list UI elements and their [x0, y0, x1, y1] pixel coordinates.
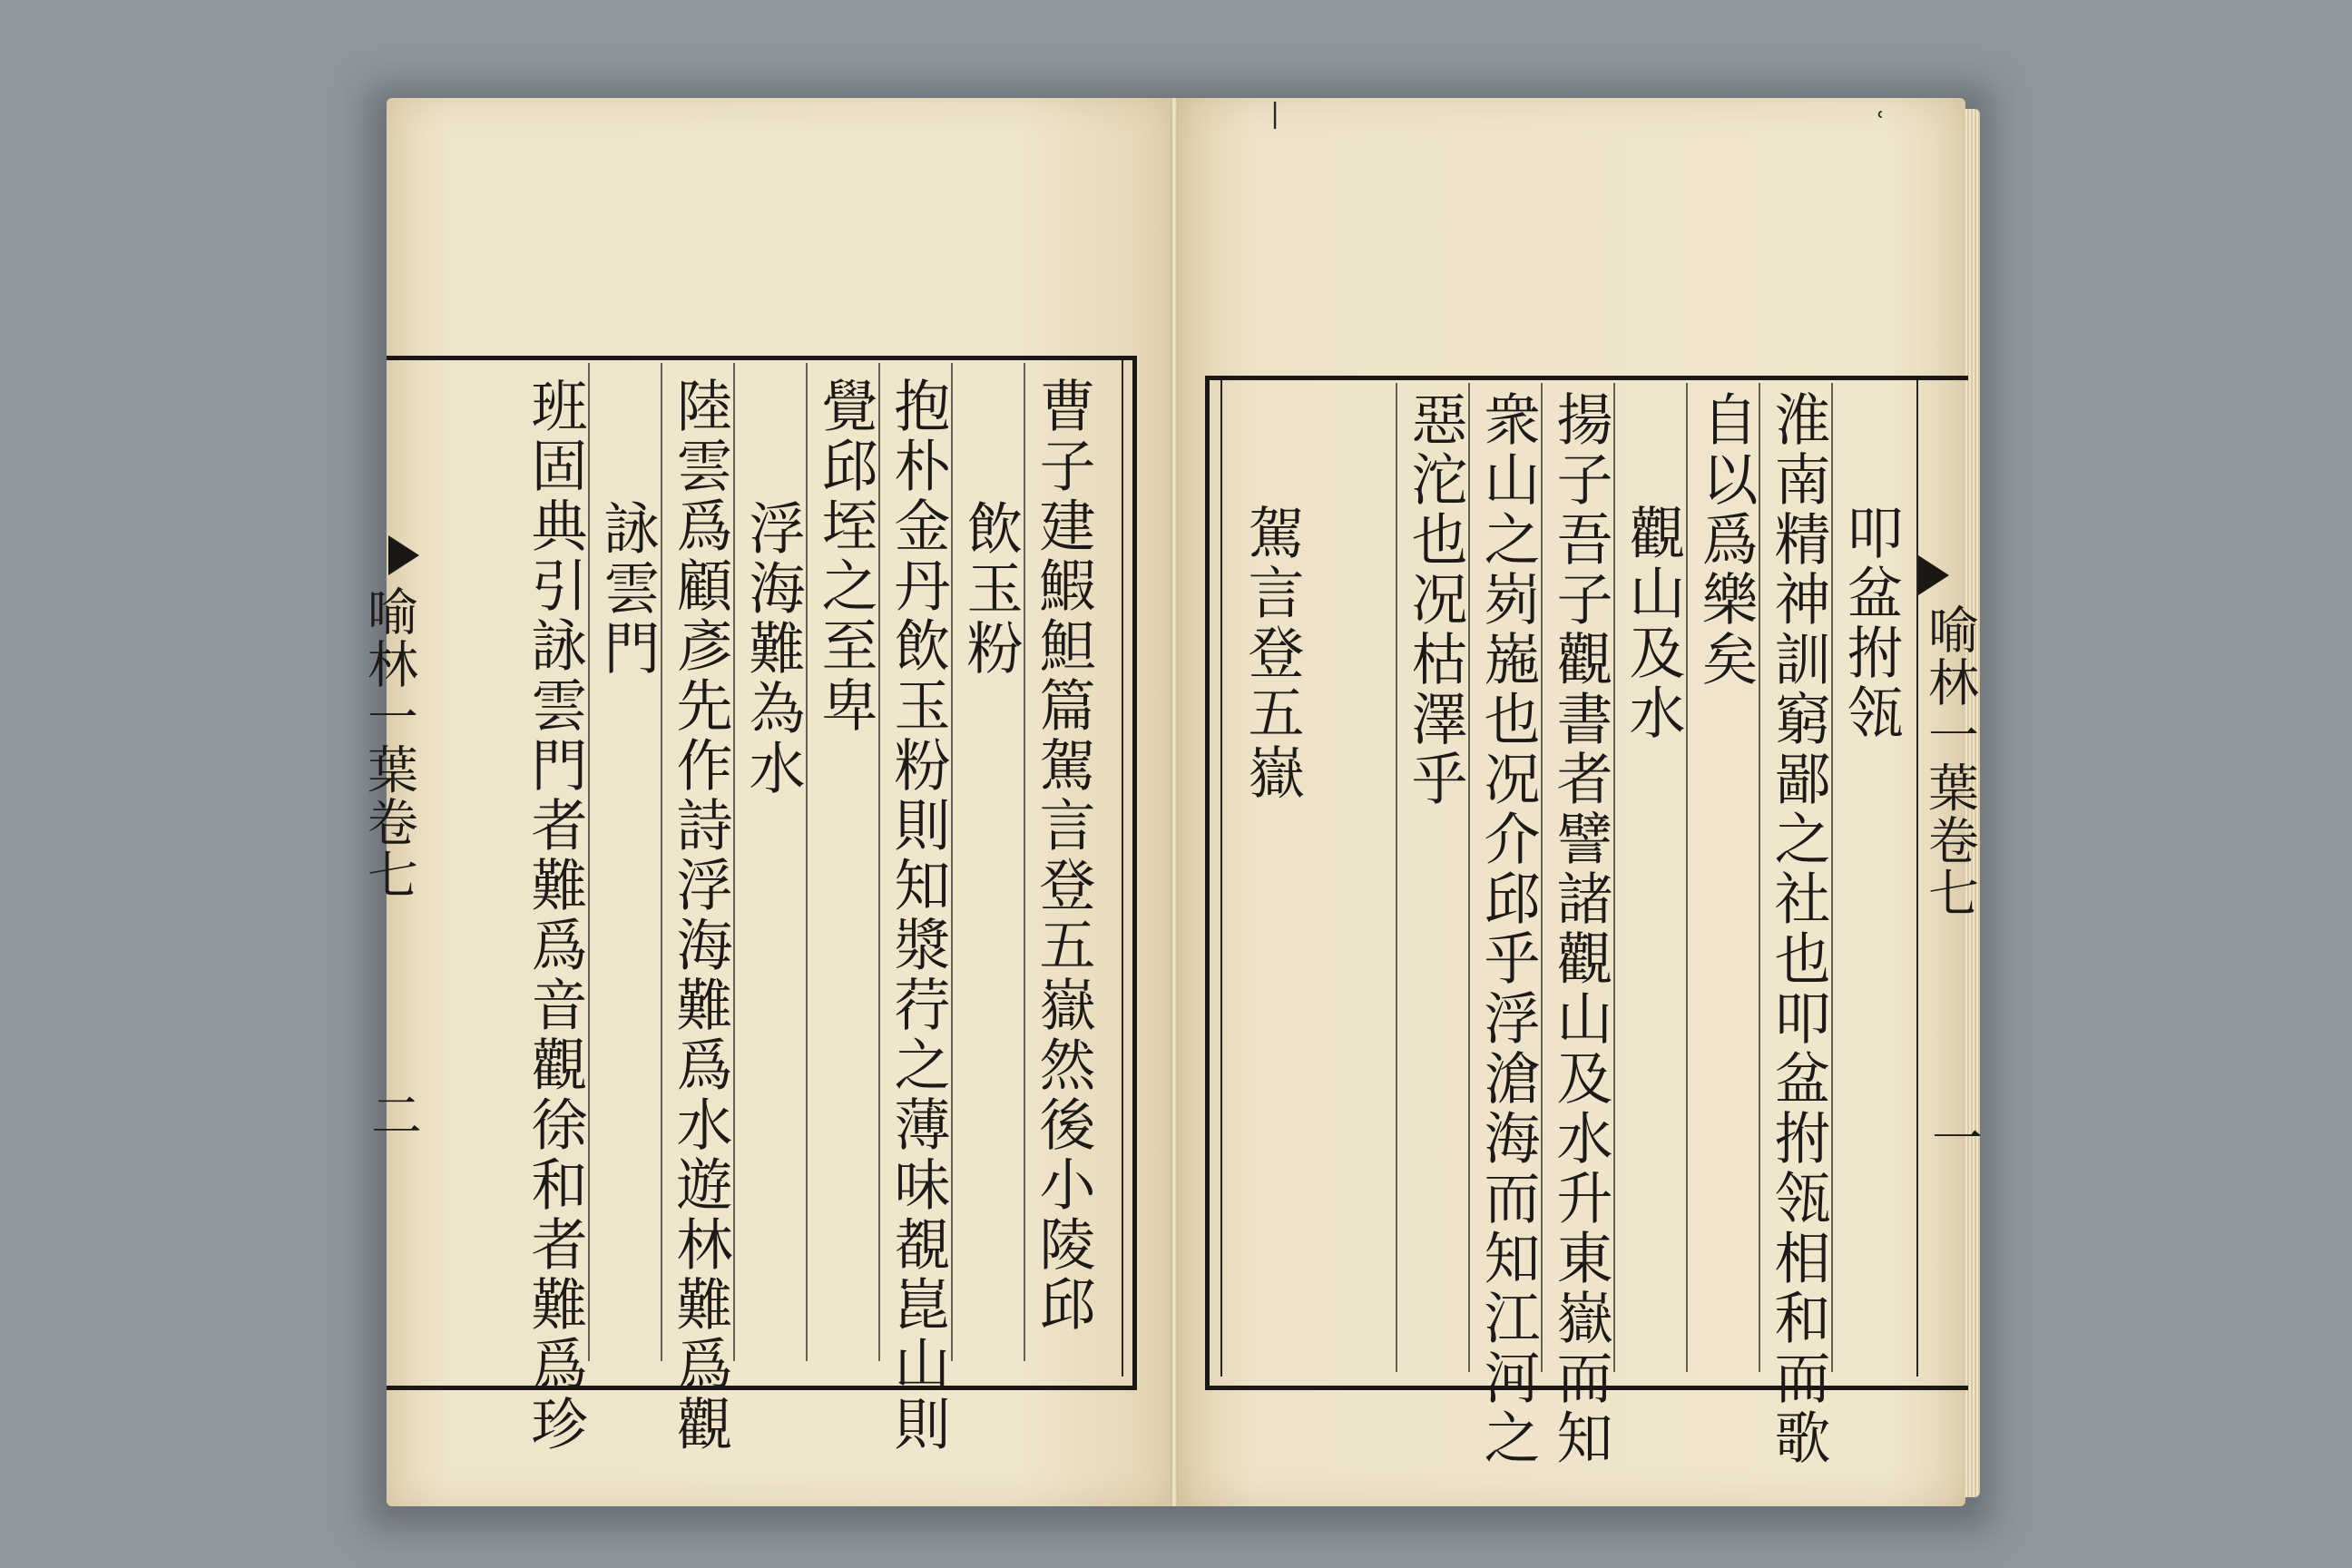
text-column: 觀山及水: [1620, 504, 1686, 743]
left-page-header: 喻林一葉卷七: [359, 585, 418, 901]
text-column: 衆山之峛崺也况介邱乎浮滄海而知江河之: [1475, 390, 1541, 1468]
text-column: 陸雲爲顧彥先作詩浮海難爲水遊林難爲觀: [667, 377, 733, 1455]
column-separator: [1396, 383, 1397, 1372]
right-page-header: 喻林一葉卷七: [1920, 603, 1979, 919]
left-page-number: 二: [363, 1089, 422, 1140]
column-separator: [733, 363, 735, 1361]
text-column: 叩盆拊瓴: [1838, 504, 1904, 743]
column-separator: [1541, 383, 1543, 1372]
text-column: 覺邱垤之至卑: [812, 377, 878, 736]
text-column: 自以爲樂矣: [1692, 390, 1759, 690]
text-column: 曹子建鰕䱇篇駕言登五嶽然後小陵邱: [1030, 377, 1096, 1335]
fishtail-mark-left: [388, 535, 419, 575]
ink-mark: |: [1270, 98, 1280, 130]
column-separator: [951, 363, 953, 1361]
fishtail-mark-right: [1918, 555, 1949, 595]
text-column: 惡沱也况枯澤乎: [1402, 390, 1468, 809]
column-separator: [806, 363, 808, 1361]
text-column: 抱朴金丹飲玉粉則知漿荇之薄味覩崑山則: [885, 377, 951, 1455]
text-column: 詠雲門: [594, 499, 661, 679]
right-banxin-rule: [1916, 380, 1918, 1377]
column-separator: [878, 363, 880, 1361]
text-column: 浮海難為水: [740, 499, 806, 799]
column-separator: [1613, 383, 1615, 1372]
column-separator: [1468, 383, 1470, 1372]
text-column: 班固典引詠雲門者難爲音觀徐和者難爲珍: [522, 377, 588, 1455]
text-column: 揚子吾子觀書者譬諸觀山及水升東嶽而知: [1547, 390, 1613, 1468]
column-separator: [661, 363, 662, 1361]
book-gutter: [1171, 98, 1178, 1506]
column-separator: [588, 363, 590, 1361]
right-page-number: 一: [1924, 1112, 1983, 1162]
column-separator: [1686, 383, 1688, 1372]
right-inner-rule: [1220, 380, 1222, 1377]
text-column: 駕言登五嶽: [1239, 504, 1305, 803]
column-separator: [1024, 363, 1025, 1361]
text-column: 飲玉粉: [957, 499, 1024, 679]
text-column: 淮南精神訓窮鄙之社也叩盆拊瓴相和而歌: [1765, 390, 1831, 1468]
column-separator: [1759, 383, 1760, 1372]
left-inner-rule: [1122, 360, 1123, 1377]
ink-mark: ʿ: [1877, 107, 1886, 139]
column-separator: [1831, 383, 1833, 1372]
